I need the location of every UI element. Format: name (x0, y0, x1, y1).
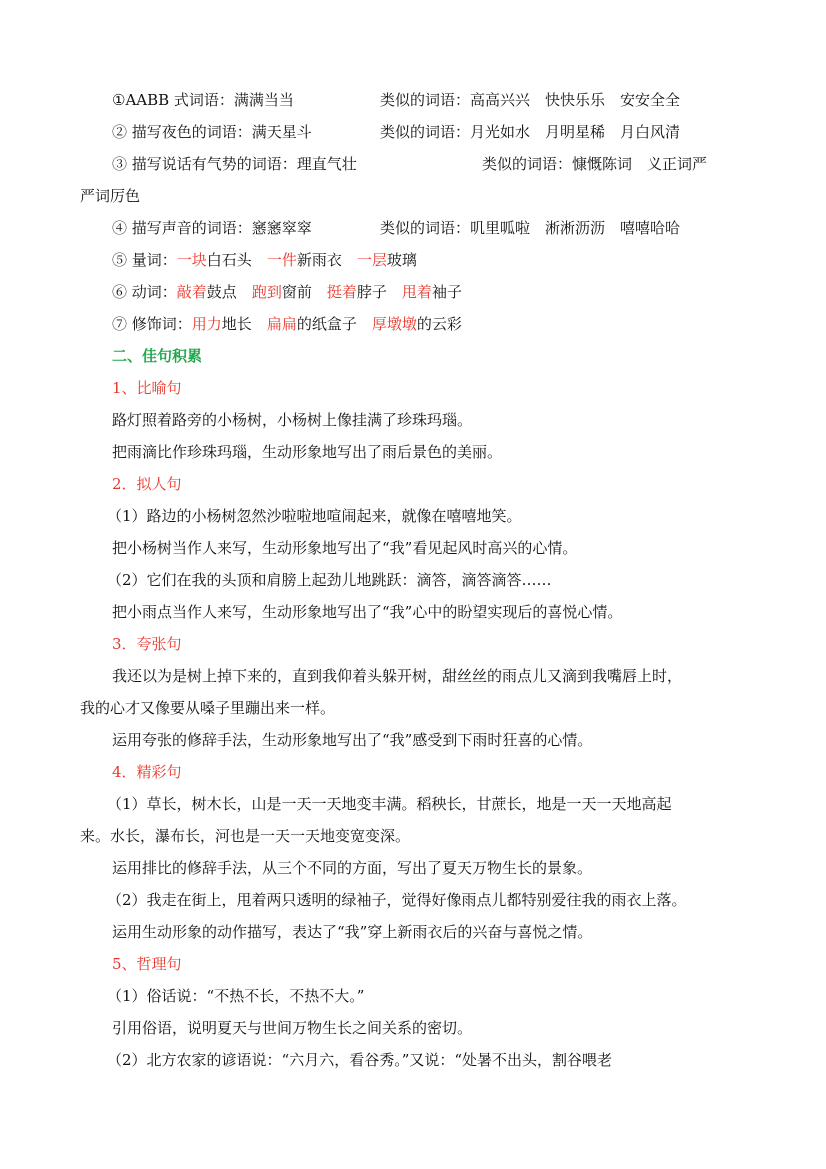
paragraph-line: 把小杨树当作人来写，生动形象地写出了“我”看见起风时高兴的心情。 (112, 539, 578, 557)
phrase-rest: 脖子 (356, 283, 387, 301)
paragraph-line: （2）我走在街上，甩着两只透明的绿袖子，觉得好像雨点儿都特别爱往我的雨衣上落。 (107, 891, 687, 909)
paragraph-line: 把雨滴比作珍珠玛瑙，生动形象地写出了雨后景色的美丽。 (112, 443, 503, 461)
vocab-line-4 (112, 218, 681, 238)
vocab-line-2 (112, 122, 681, 142)
subsection-heading: 2．拟人句 (112, 475, 182, 493)
paragraph-line: （2）北方农家的谚语说：“六月六，看谷秀。”又说：“处暑不出头，割谷喂老 (107, 1051, 613, 1069)
vocab-similar: 类似的词语：高高兴兴 快快乐乐 安安全全 (380, 91, 681, 109)
paragraph-line: 运用生动形象的动作描写，表达了“我”穿上新雨衣后的兴奋与喜悦之情。 (112, 923, 593, 941)
vocab-line-3 (112, 154, 708, 174)
paragraph-line: 我的心才又像要从嗓子里蹦出来一样。 (80, 699, 336, 717)
paragraph-line: （1）俗话说：“不热不长，不热不大。” (107, 987, 365, 1005)
vocab-label: ③ 描写说话有气势的词语：理直气壮 (112, 155, 357, 173)
highlight-word: 敲着 (176, 283, 207, 301)
highlight-word: 厚墩墩 (371, 315, 417, 333)
measure-words-line (112, 250, 417, 270)
vocab-similar: 类似的词语：叽里呱啦 淅淅沥沥 嘻嘻哈哈 (380, 219, 681, 237)
highlight-word: 用力 (191, 315, 222, 333)
subsection-heading: 1、比喻句 (112, 379, 182, 397)
phrase-rest: 玻璃 (386, 251, 417, 269)
paragraph-line: （1）草长，树木长，山是一天一天地变丰满。稻秧长，甘蔗长，地是一天一天地高起 (107, 795, 672, 813)
paragraph-line: 来。水长，瀑布长，河也是一天一天地变宽变深。 (80, 827, 411, 845)
vocab-label: ④ 描写声音的词语：窸窸窣窣 (112, 219, 312, 237)
phrase-rest: 袖子 (431, 283, 462, 301)
phrase-rest: 窗前 (281, 283, 312, 301)
subsection-heading: 5、哲理句 (112, 955, 182, 973)
vocab-line-3-cont: 严词厉色 (80, 187, 141, 205)
phrase-rest: 新雨衣 (296, 251, 342, 269)
verbs-line (112, 282, 462, 302)
highlight-word: 一件 (266, 251, 297, 269)
subsection-heading: 3．夸张句 (112, 635, 182, 653)
highlight-word: 一块 (176, 251, 207, 269)
phrase-rest: 鼓点 (206, 283, 237, 301)
vocab-similar: 类似的词语：慷慨陈词 义正词严 (482, 155, 708, 173)
highlight-word: 一层 (356, 251, 387, 269)
paragraph-line: 我还以为是树上掉下来的，直到我仰着头躲开树，甜丝丝的雨点儿又滴到我嘴唇上时， (112, 667, 683, 685)
highlight-word: 扁扁 (266, 315, 297, 333)
paragraph-line: 运用排比的修辞手法，从三个不同的方面，写出了夏天万物生长的景象。 (112, 859, 593, 877)
paragraph-line: （2）它们在我的头顶和肩膀上起劲儿地跳跃：滴答，滴答滴答…… (107, 571, 552, 589)
measure-prefix: ⑤ 量词： (112, 251, 177, 269)
paragraph-line: 路灯照着路旁的小杨树，小杨树上像挂满了珍珠玛瑙。 (112, 411, 473, 429)
section-heading: 二、佳句积累 (112, 347, 203, 365)
subsection-heading: 4．精彩句 (112, 763, 182, 781)
phrase-rest: 的云彩 (416, 315, 462, 333)
paragraph-line: 运用夸张的修辞手法，生动形象地写出了“我”感受到下雨时狂喜的心情。 (112, 731, 593, 749)
phrase-rest: 白石头 (206, 251, 252, 269)
paragraph-line: 把小雨点当作人来写，生动形象地写出了“我”心中的盼望实现后的喜悦心情。 (112, 603, 623, 621)
vocab-similar: 类似的词语：月光如水 月明星稀 月白风清 (380, 123, 681, 141)
paragraph-line: （1）路边的小杨树忽然沙啦啦地喧闹起来，就像在嘻嘻地笑。 (107, 507, 522, 525)
modifiers-line (112, 314, 462, 334)
highlight-word: 甩着 (401, 283, 432, 301)
vocab-label: ② 描写夜色的词语：满天星斗 (112, 123, 312, 141)
highlight-word: 跑到 (251, 283, 282, 301)
phrase-rest: 的纸盒子 (296, 315, 357, 333)
verbs-prefix: ⑥ 动词： (112, 283, 177, 301)
vocab-line-1 (112, 90, 681, 110)
vocab-label: ①AABB 式词语：满满当当 (112, 91, 294, 109)
highlight-word: 挺着 (326, 283, 357, 301)
paragraph-line: 引用俗语，说明夏天与世间万物生长之间关系的密切。 (112, 1019, 473, 1037)
phrase-rest: 地长 (221, 315, 252, 333)
modifiers-prefix: ⑦ 修饰词： (112, 315, 192, 333)
